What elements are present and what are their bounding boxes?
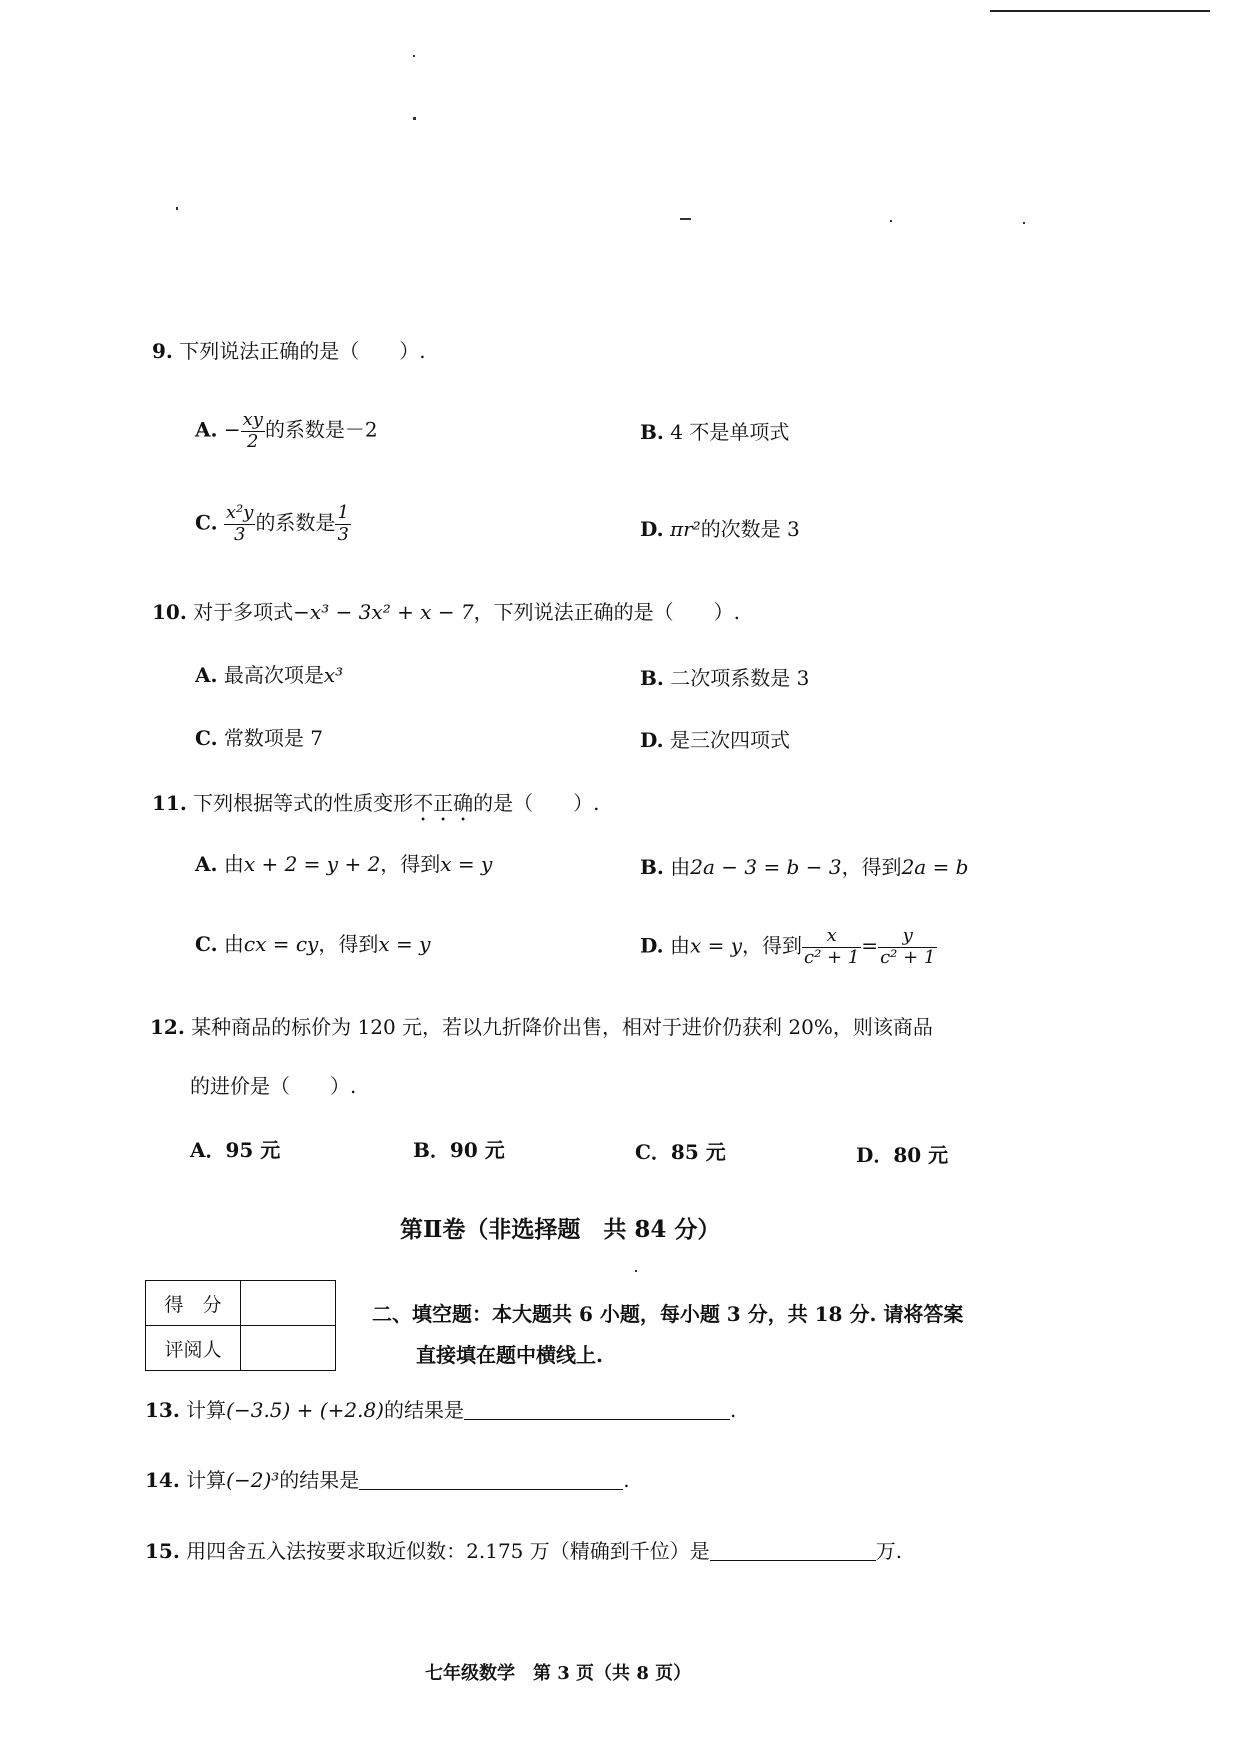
q9-option-d: D. πr²的次数是 3 [640, 517, 800, 541]
q9-stem-text: 下列说法正确的是（ ）. [179, 339, 426, 363]
q11-emphasis: 不正确 [413, 791, 474, 815]
q11-stem: 11. 下列根据等式的性质变形不正确的是（ ）. [152, 791, 600, 815]
q11-option-b: B. 由2a − 3 = b − 3，得到2a = b [640, 855, 969, 879]
q15: 15. 用四舍五入法按要求取近似数：2.175 万（精确到千位）是 万. [145, 1539, 903, 1563]
q10-option-d: D. 是三次四项式 [640, 728, 790, 752]
q15-answer-blank[interactable] [710, 1542, 876, 1561]
q11-d-fraction-1: $\frac{x}{\text{c² + 1}}$ [804, 925, 860, 968]
scan-speck [635, 1270, 637, 1272]
q10-option-a: A. 最高次项是x³ [195, 663, 344, 687]
scan-speck [890, 220, 892, 222]
scan-speck [413, 117, 416, 120]
scan-speck [413, 55, 415, 57]
q12-option-b: B．90 元 [413, 1138, 505, 1162]
page-footer: 七年级数学 第 3 页（共 8 页） [425, 1663, 692, 1684]
q10-polynomial: −x³ − 3x² + x − 7 [293, 600, 474, 624]
q12-stem-line2: 的进价是（ ）. [190, 1074, 357, 1098]
q12-option-c: C．85 元 [635, 1140, 726, 1164]
score-table [145, 1280, 336, 1371]
q11-d-fraction-2: $\frac{y}{\text{c² + 1}}$ [880, 925, 936, 968]
score-cell[interactable] [241, 1281, 336, 1326]
q14: 14. 计算(−2)³的结果是 . [145, 1468, 630, 1492]
q10-option-c: C. 常数项是 7 [195, 726, 323, 750]
q10-stem: 10. 对于多项式−x³ − 3x² + x − 7，下列说法正确的是（ ）. [152, 600, 741, 624]
section2-heading-line1: 二、填空题：本大题共 6 小题，每小题 3 分，共 18 分. 请将答案 [372, 1302, 964, 1326]
reviewer-cell[interactable] [241, 1326, 336, 1371]
q9-c-fraction: $\frac{\text{x²y}}{3}$ [225, 502, 254, 545]
q12-option-d: D．80 元 [856, 1143, 949, 1167]
q9-option-b: B. 4 不是单项式 [640, 420, 790, 444]
q11-option-c: C. 由cx = cy，得到x = y [195, 932, 431, 956]
q12-stem-line1: 12. 某种商品的标价为 120 元，若以九折降价出售，相对于进价仍获利 20%，则该商品 [150, 1015, 933, 1039]
q9-number: 9. [152, 339, 173, 363]
q9-c-fraction-2: $\frac{1}{3}$ [337, 502, 349, 545]
section2-title: 第Ⅱ卷（非选择题 共 84 分） [400, 1216, 721, 1243]
q9-option-c: C. $\frac{\text{x²y}}{3}$ 的系数是 $\frac{1}{3}$ [195, 502, 349, 545]
q13-answer-blank[interactable] [464, 1401, 730, 1420]
q9-option-a: A. − $\frac{xy}{2}$ 的系数是－2 [195, 409, 378, 452]
q10-option-b: B. 二次项系数是 3 [640, 666, 810, 690]
q11-option-d: D. 由x = y，得到 $\frac{x}{\text{c² + 1}}$ = $\frac{y}{\text{c² + 1}}$ [640, 925, 936, 968]
q13: 13. 计算(−3.5) + (+2.8)的结果是 . [145, 1398, 737, 1422]
scan-edge-line [990, 10, 1210, 12]
reviewer-label: 评阅人 [146, 1326, 241, 1371]
q12-option-a: A．95 元 [190, 1138, 281, 1162]
score-label: 得 分 [146, 1281, 241, 1326]
section2-heading-line2: 直接填在题中横线上. [416, 1343, 603, 1367]
scan-speck [680, 218, 691, 220]
q9-a-fraction: $\frac{xy}{2}$ [242, 409, 263, 452]
scan-speck [1023, 222, 1025, 224]
q14-answer-blank[interactable] [359, 1471, 623, 1490]
q9-stem [152, 341, 426, 361]
q11-option-a: A. 由x + 2 = y + 2，得到x = y [195, 852, 493, 876]
scan-speck [176, 207, 178, 210]
